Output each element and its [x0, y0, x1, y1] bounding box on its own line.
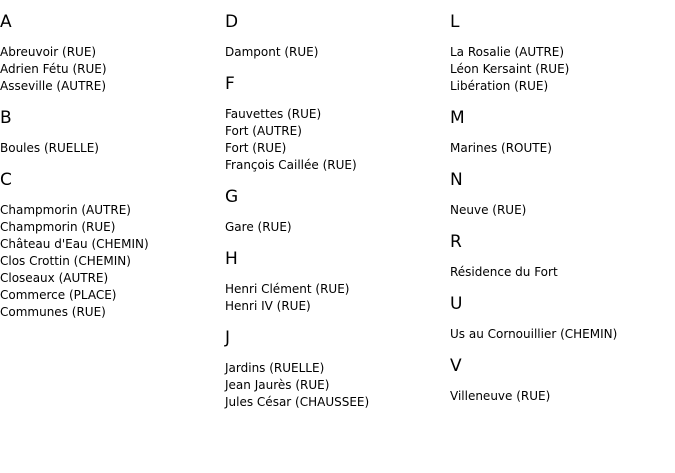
letter-heading: M — [450, 108, 465, 128]
letter-group — [225, 12, 445, 61]
street-link[interactable]: Libération (RUE) — [450, 79, 549, 93]
street-link[interactable]: Villeneuve (RUE) — [450, 389, 551, 403]
letter-group — [450, 294, 675, 343]
letter-heading: V — [450, 356, 462, 376]
letter-group — [225, 187, 445, 236]
letter-heading: C — [0, 170, 12, 190]
street-link[interactable]: Neuve (RUE) — [450, 203, 527, 217]
street-link[interactable]: Champmorin (RUE) — [0, 220, 116, 234]
street-link[interactable]: Jules César (CHAUSSEE) — [225, 395, 370, 409]
street-link[interactable]: Us au Cornouillier (CHEMIN) — [450, 327, 618, 341]
street-link[interactable]: Adrien Fétu (RUE) — [0, 62, 107, 76]
letter-heading: J — [225, 328, 231, 348]
street-link[interactable]: Commerce (PLACE) — [0, 288, 117, 302]
street-link[interactable]: Fort (RUE) — [225, 141, 287, 155]
letter-heading: A — [0, 12, 12, 32]
street-link[interactable]: Fort (AUTRE) — [225, 124, 302, 138]
letter-group — [450, 356, 675, 405]
street-link[interactable]: Abreuvoir (RUE) — [0, 45, 97, 59]
letter-group — [225, 328, 445, 411]
letter-group — [450, 232, 675, 281]
letter-heading: L — [450, 12, 460, 32]
street-link[interactable]: Château d'Eau (CHEMIN) — [0, 237, 149, 251]
letter-heading: F — [225, 74, 235, 94]
street-link[interactable]: François Caillée (RUE) — [225, 158, 357, 172]
letter-group — [225, 74, 445, 174]
directory-column — [0, 12, 220, 334]
street-link[interactable]: Dampont (RUE) — [225, 45, 319, 59]
letter-group — [0, 12, 220, 95]
letter-group — [450, 12, 675, 95]
letter-heading: U — [450, 294, 463, 314]
directory-column — [225, 12, 445, 424]
letter-group — [0, 108, 220, 157]
letter-group — [225, 249, 445, 315]
directory-column — [450, 12, 675, 418]
street-link[interactable]: Asseville (AUTRE) — [0, 79, 107, 93]
letter-heading: H — [225, 249, 238, 269]
letter-heading: N — [450, 170, 463, 190]
street-link[interactable]: Résidence du Fort — [450, 265, 558, 279]
street-link[interactable]: Champmorin (AUTRE) — [0, 203, 131, 217]
street-link[interactable]: Gare (RUE) — [225, 220, 292, 234]
street-link[interactable]: Léon Kersaint (RUE) — [450, 62, 570, 76]
letter-heading: R — [450, 232, 462, 252]
letter-heading: B — [0, 108, 12, 128]
letter-group — [450, 108, 675, 157]
letter-group — [450, 170, 675, 219]
letter-heading: G — [225, 187, 239, 207]
street-link[interactable]: Jardins (RUELLE) — [225, 361, 325, 375]
street-link[interactable]: Clos Crottin (CHEMIN) — [0, 254, 131, 268]
street-link[interactable]: Henri IV (RUE) — [225, 299, 311, 313]
letter-group — [0, 170, 220, 321]
street-link[interactable]: Boules (RUELLE) — [0, 141, 99, 155]
street-link[interactable]: Fauvettes (RUE) — [225, 107, 322, 121]
street-link[interactable]: Marines (ROUTE) — [450, 141, 552, 155]
street-link[interactable]: Closeaux (AUTRE) — [0, 271, 109, 285]
street-link[interactable]: Henri Clément (RUE) — [225, 282, 350, 296]
letter-heading: D — [225, 12, 239, 32]
street-link[interactable]: Communes (RUE) — [0, 305, 106, 319]
street-link[interactable]: Jean Jaurès (RUE) — [225, 378, 330, 392]
street-link[interactable]: La Rosalie (AUTRE) — [450, 45, 565, 59]
